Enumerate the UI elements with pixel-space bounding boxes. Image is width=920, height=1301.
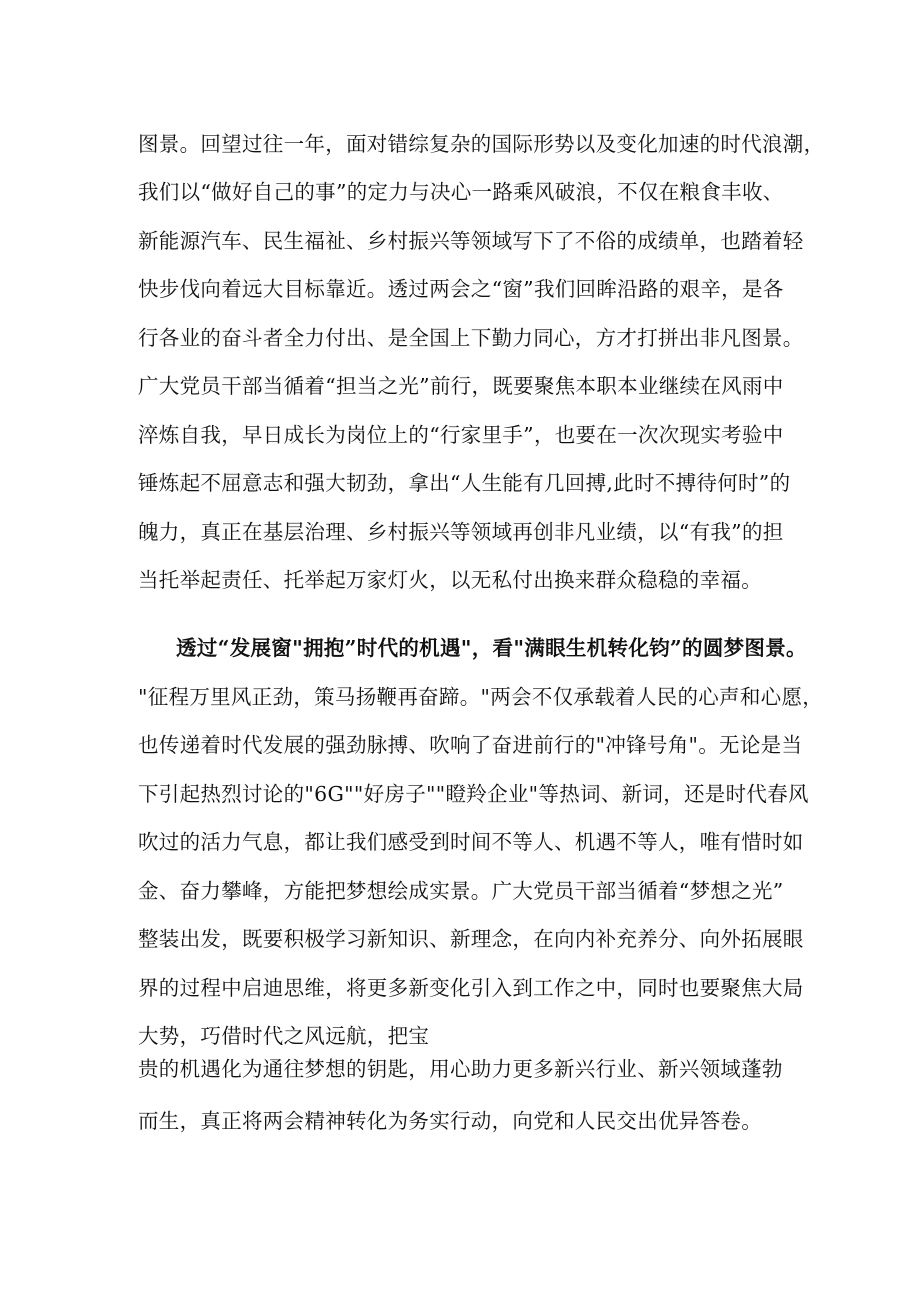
paragraph-line: 大势，巧借时代之风远航，把宝	[138, 1024, 430, 1048]
paragraph-line: 快步伐向着远大目标靠近。透过两会之“窗”我们回眸沿路的艰辛，是各	[138, 277, 784, 301]
paragraph-line: 广大党员干部当循着“担当之光”前行，既要聚焦本职本业继续在风雨中	[138, 374, 784, 398]
paragraph-line: 新能源汽车、民生福祉、乡村振兴等领域写下了不俗的成绩单，也踏着轻	[138, 229, 804, 253]
paragraph-line: 整装出发，既要积极学习新知识、新理念，在向内补充养分、向外拓展眼	[138, 927, 804, 951]
paragraph-line: 魄力，真正在基层治理、乡村振兴等领域再创非凡业绩，以“有我”的担	[138, 520, 784, 544]
paragraph-line: 吹过的活力气息，都让我们感受到时间不等人、机遇不等人，唯有惜时如	[138, 830, 804, 854]
paragraph-line: 贵的机遇化为通往梦想的钥匙，用心助力更多新兴行业、新兴领域蓬勃	[138, 1057, 783, 1081]
paragraph-line: 锤炼起不屈意志和强大韧劲，拿出“人生能有几回搏,此时不搏待何时”的	[138, 471, 791, 495]
paragraph-line: "征程万里风正劲，策马扬鞭再奋蹄。"两会不仅承载着人民的心声和心愿，	[138, 685, 824, 709]
paragraph-heading: 透过“发展窗"拥抱”时代的机遇"，看"满眼生机转化钧”的圆梦图景。	[176, 636, 807, 660]
paragraph-line: 界的过程中启迪思维，将更多新变化引入到工作之中，同时也要聚焦大局	[138, 976, 804, 1000]
paragraph-line: 下引起热烈讨论的"6G""好房子""瞪羚企业"等热词、新词，还是时代春风	[138, 782, 809, 806]
paragraph-line: 图景。回望过往一年，面对错综复杂的国际形势以及变化加速的时代浪潮，	[138, 132, 825, 156]
paragraph-line: 当托举起责任、托举起万家灯火，以无私付出换来群众稳稳的幸福。	[138, 568, 762, 592]
paragraph-line: 行各业的奋斗者全力付出、是全国上下勤力同心，方才打拼出非凡图景。	[138, 326, 804, 350]
paragraph-line: 我们以“做好自己的事”的定力与决心一路乘风破浪，不仅在粮食丰收、	[138, 180, 784, 204]
paragraph-line: 也传递着时代发展的强劲脉搏、吹响了奋进前行的"冲锋号角"。无论是当	[138, 733, 803, 757]
paragraph-line: 而生，真正将两会精神转化为务实行动，向党和人民交出优异答卷。	[138, 1109, 762, 1133]
paragraph-line: 淬炼自我，早日成长为岗位上的“行家里手”，也要在一次次现实考验中	[138, 423, 784, 447]
paragraph-line: 金、奋力攀峰，方能把梦想绘成实景。广大党员干部当循着“梦想之光”	[138, 879, 784, 903]
